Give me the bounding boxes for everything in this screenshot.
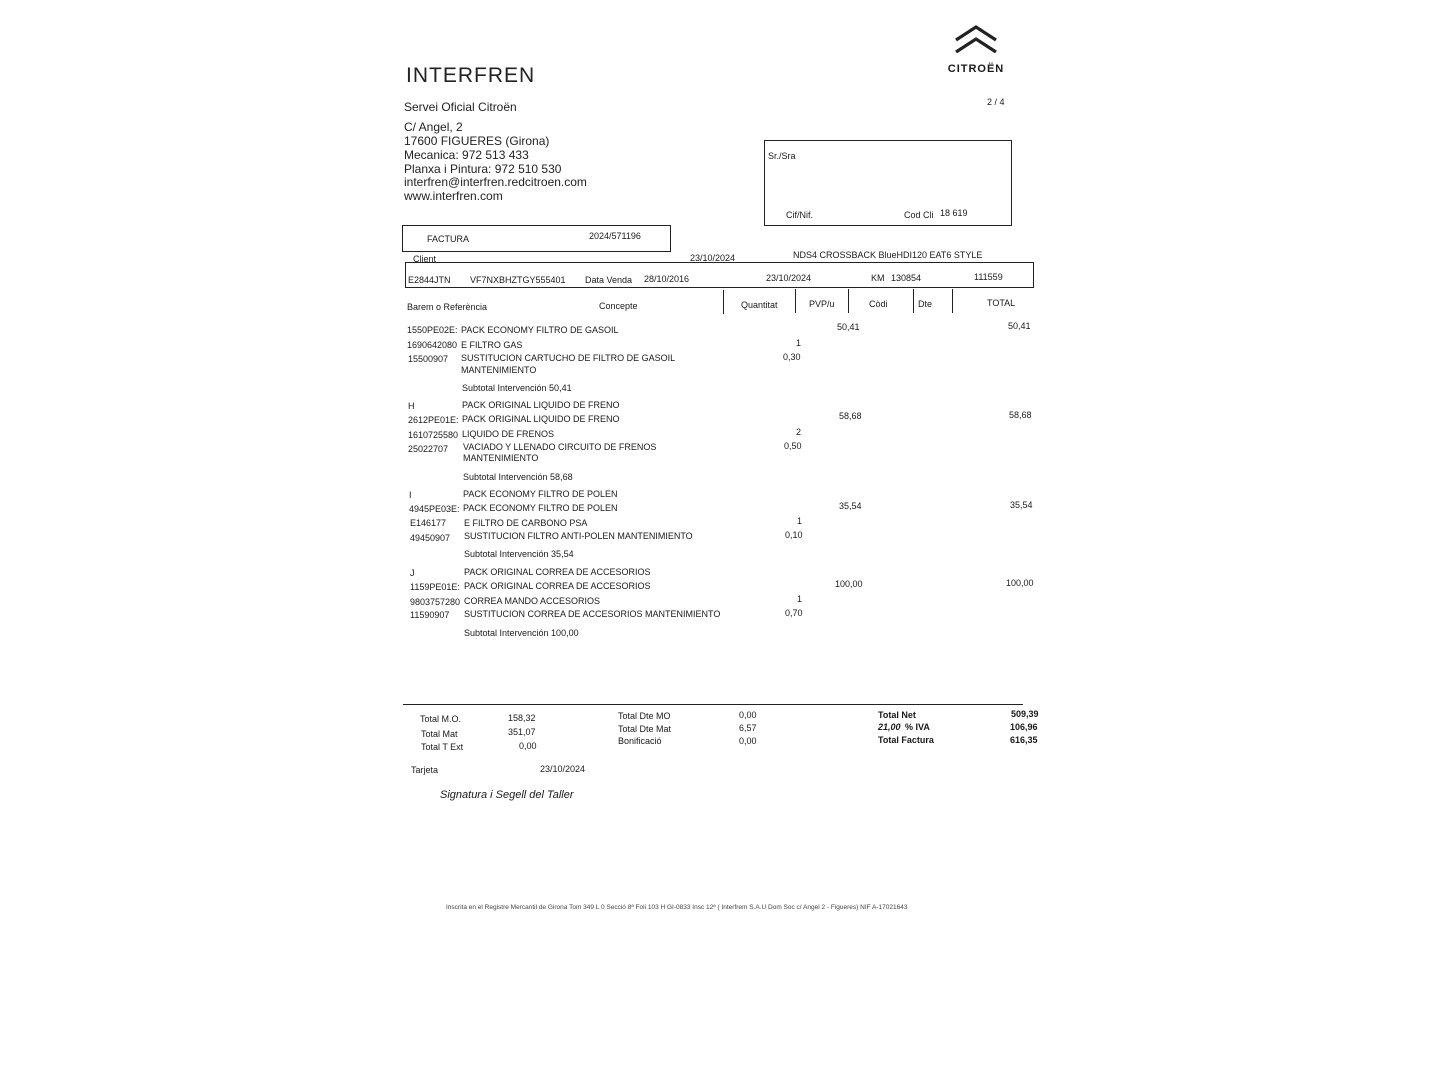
item-concept-2: MANTENIMIENTO	[461, 365, 537, 375]
item-ref: H	[408, 401, 415, 411]
item-concept: VACIADO Y LLENADO CIRCUITO DE FRENOS	[463, 442, 657, 452]
total-dte-mo-value: 0,00	[739, 710, 757, 720]
item-concept: SUSTITUCION FILTRO ANTI-POLEN MANTENIMIENTO	[464, 531, 693, 541]
cod-cli-label: Cod Cli	[904, 210, 934, 220]
total-net-value: 509,39	[1011, 709, 1039, 719]
total-factura-value: 616,35	[1010, 735, 1038, 745]
page-number: 2 / 4	[987, 97, 1005, 107]
invoice-number: 2024/571196	[589, 231, 641, 241]
col-code: Còdi	[869, 299, 888, 309]
col-pvp: PVP/u	[809, 299, 835, 309]
km-value: 130854	[891, 273, 922, 283]
item-concept: LIQUIDO DE FRENOS	[462, 429, 555, 439]
item-qty: 1	[797, 594, 803, 604]
item-concept: PACK ORIGINAL LIQUIDO DE FRENO	[462, 414, 620, 424]
item-qty: 1	[797, 516, 803, 526]
item-concept: SUSTITUCION CORREA DE ACCESORIOS MANTENIMIENTO	[464, 609, 721, 619]
item-ref: E146177	[410, 518, 447, 528]
iva-label: % IVA	[905, 722, 930, 732]
item-qty: 0,50	[784, 441, 802, 451]
col-dte: Dte	[918, 299, 933, 309]
payment-method: Tarjeta	[411, 765, 439, 775]
item-concept: CORREA MANDO ACCESORIOS	[464, 596, 601, 606]
item-total: 100,00	[1006, 578, 1034, 588]
col-qty: Quantitat	[741, 300, 778, 310]
address-line-5: interfren@interfren.redcitroen.com	[404, 175, 587, 189]
item-ref: 49450907	[410, 533, 451, 543]
item-ref: 1159PE01E:	[410, 582, 460, 592]
item-pvp: 50,41	[837, 322, 860, 332]
item-concept: PACK ORIGINAL CORREA DE ACCESORIOS	[464, 581, 651, 591]
item-concept: SUSTITUCION CARTUCHO DE FILTRO DE GASOIL	[461, 353, 676, 363]
address-line-6: www.interfren.com	[404, 189, 503, 203]
bonif-value: 0,00	[739, 736, 757, 746]
iva-value: 106,96	[1010, 722, 1038, 732]
totals-divider	[403, 704, 1023, 705]
item-total: 35,54	[1010, 500, 1033, 510]
total-dte-mat-value: 6,57	[739, 723, 757, 733]
item-total: 58,68	[1009, 410, 1032, 420]
vin: VF7NXBHZTGY555401	[470, 275, 566, 285]
km-label: KM	[871, 273, 885, 283]
total-factura-label: Total Factura	[878, 735, 934, 745]
item-ref: 1550PE02E:	[407, 325, 458, 335]
subtotal: Subtotal Intervención 100,00	[464, 628, 579, 638]
subtotal: Subtotal Intervención 35,54	[464, 549, 574, 559]
item-ref: 1610725580	[408, 430, 459, 440]
invoice-label: FACTURA	[427, 234, 470, 244]
item-concept: PACK ECONOMY FILTRO DE GASOIL	[461, 325, 619, 335]
item-ref: 25022707	[408, 444, 449, 454]
item-concept: PACK ECONOMY FILTRO DE POLEN	[463, 503, 618, 513]
item-ref: 15500907	[408, 354, 449, 364]
client-box	[764, 140, 1012, 226]
item-pvp: 58,68	[839, 411, 862, 421]
iva-rate: 21,00	[878, 722, 901, 732]
item-qty: 0,10	[785, 530, 803, 540]
address-line-1: C/ Angel, 2	[404, 120, 463, 134]
item-concept: PACK ORIGINAL LIQUIDO DE FRENO	[462, 400, 620, 410]
col-divider	[952, 289, 953, 313]
plate: E2844JTN	[408, 275, 451, 285]
cod-cli-value: 18 619	[940, 208, 968, 218]
col-divider	[723, 290, 724, 314]
item-ref: 2612PE01E:	[408, 415, 459, 425]
col-ref: Barem o Referència	[407, 302, 488, 312]
invoice-number-box	[402, 225, 671, 252]
payment-date: 23/10/2024	[540, 764, 586, 774]
total-dte-mo-label: Total Dte MO	[618, 711, 671, 721]
total-mat-label: Total Mat	[421, 729, 458, 739]
vehicle-info-box	[405, 262, 1034, 288]
item-concept: PACK ECONOMY FILTRO DE POLEN	[463, 489, 618, 499]
item-ref: I	[409, 490, 412, 500]
item-pvp: 35,54	[839, 501, 862, 511]
total-net-label: Total Net	[878, 710, 916, 720]
vehicle-model: NDS4 CROSSBACK BlueHDI120 EAT6 STYLE	[793, 250, 983, 260]
subtotal: Subtotal Intervención 50,41	[462, 383, 572, 393]
citroen-brand-text: CITROËN	[947, 63, 1005, 75]
item-qty: 1	[796, 338, 802, 348]
col-concept: Concepte	[599, 301, 638, 311]
company-logo: INTERFREN	[406, 64, 536, 87]
invoice-date-2: 23/10/2024	[766, 273, 812, 283]
col-divider	[848, 289, 849, 313]
service-title: Servei Oficial Citroën	[404, 100, 517, 114]
item-ref: J	[410, 568, 415, 578]
signature-label: Signatura i Segell del Taller	[440, 789, 574, 801]
cif-label: Cif/Nif.	[786, 210, 813, 220]
address-line-4: Planxa i Pintura: 972 510 530	[404, 162, 562, 176]
client-label: Client	[413, 254, 437, 264]
item-qty: 2	[796, 427, 802, 437]
item-pvp: 100,00	[835, 579, 863, 589]
sale-label: Data Venda	[585, 275, 633, 285]
address-line-3: Mecanica: 972 513 433	[404, 148, 529, 162]
citroen-logo	[940, 24, 1012, 75]
col-divider	[913, 289, 914, 313]
total-text-label: Total T Ext	[421, 742, 464, 752]
item-ref: 4945PE03E:	[409, 504, 460, 514]
address-line-2: 17600 FIGUERES (Girona)	[404, 134, 550, 148]
item-qty: 0,30	[783, 352, 801, 362]
sale-date: 28/10/2016	[644, 274, 690, 284]
item-total: 50,41	[1008, 321, 1031, 331]
bonif-label: Bonificació	[618, 736, 662, 746]
col-total: TOTAL	[987, 298, 1016, 308]
registry-footer: Inscrita en el Registre Mercantil de Girona Tom 349 L 0 Secció 8ª Foli 103 H GI-0833 Insc 12ª ( Interfrem S.A.U Dom Soc c/ Angel 2 - Figueres) NIF A-17021643	[446, 904, 908, 911]
item-concept: E FILTRO DE CARBONO PSA	[464, 518, 588, 528]
total-text-value: 0,00	[519, 741, 537, 751]
item-ref: 11590907	[410, 610, 450, 620]
ref-number: 111559	[974, 272, 1003, 282]
item-ref: 9803757280	[410, 597, 461, 607]
total-mo-label: Total M.O.	[420, 714, 462, 724]
item-concept-2: MANTENIMIENTO	[463, 453, 539, 463]
item-concept: E FILTRO GAS	[461, 340, 523, 350]
item-qty: 0,70	[785, 608, 803, 618]
total-dte-mat-label: Total Dte Mat	[618, 724, 672, 734]
total-mo-value: 158,32	[508, 713, 536, 723]
client-salutation: Sr./Sra	[768, 151, 796, 161]
subtotal: Subtotal Intervención 58,68	[463, 472, 573, 482]
total-mat-value: 351,07	[508, 727, 536, 737]
item-concept: PACK ORIGINAL CORREA DE ACCESORIOS	[464, 567, 651, 577]
chevrons-icon	[940, 24, 1012, 58]
item-ref: 1690642080	[407, 340, 458, 350]
col-divider	[795, 289, 796, 313]
invoice-date: 23/10/2024	[690, 253, 736, 263]
